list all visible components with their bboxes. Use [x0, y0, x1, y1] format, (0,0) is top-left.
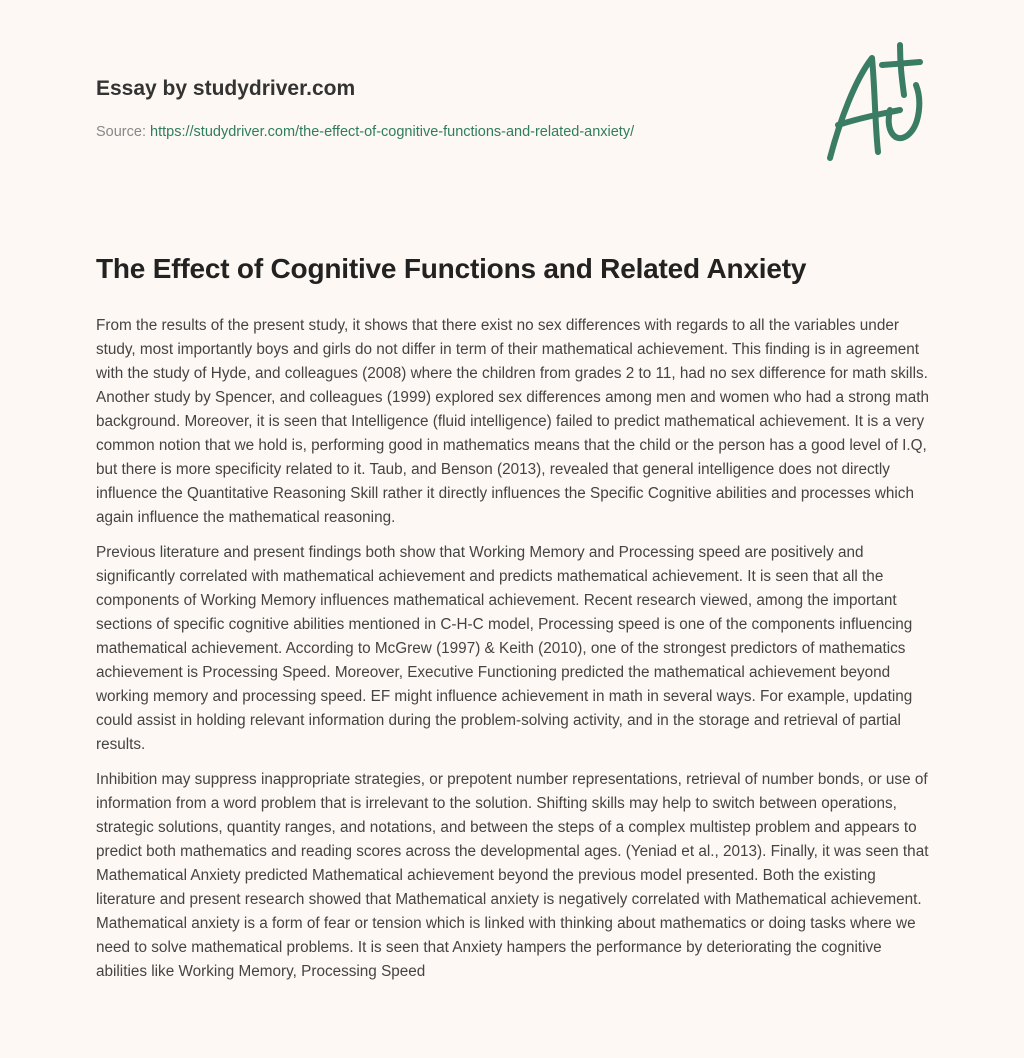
source-link[interactable]: https://studydriver.com/the-effect-of-cognitive-functions-and-related-anxiety/	[150, 124, 635, 140]
article-title: The Effect of Cognitive Functions and Related Anxiety	[96, 253, 807, 284]
paragraph: Inhibition may suppress inappropriate strategies, or prepotent number representations, retrieval of number bonds, or use of information from a word problem that is irrelevant to the solution. Shifting skills may help to switch between operations, strategic solutions, quantity ranges, and notations, and between the steps of a complex multistep problem and appears to predict both mathematics and reading scores across the developmental ages. (Yeniad et al., 2013). Finally, it was seen that Mathematical Anxiety predicted Mathematical achievement beyond the previous model presented. Both the existing literature and present research showed that Mathematical anxiety is negatively correlated with Mathematical achievement. Mathematical anxiety is a form of fear or tension which is linked with thinking about mathematics or doing tasks where we need to solve mathematical problems. It is seen that Anxiety hampers the performance by deteriorating the cognitive abilities like Working Memory, Processing Speed	[96, 771, 929, 980]
site-brand: Essay by studydriver.com	[96, 77, 356, 100]
article-body	[96, 314, 932, 995]
source-label: Source:	[96, 124, 146, 140]
a-plus-logo-icon	[820, 40, 930, 165]
source-line	[96, 124, 634, 140]
paragraph: From the results of the present study, it shows that there exist no sex differences with regards to all the variables under study, most importantly boys and girls do not differ in term of their mathematical achievement. This finding is in agreement with the study of Hyde, and colleagues (2008) where the children from grades 2 to 11, had no sex difference for math skills. Another study by Spencer, and colleagues (1999) explored sex differences among men and women who had a strong math background. Moreover, it is seen that Intelligence (fluid intelligence) failed to predict mathematical achievement. It is a very common notion that we hold is, performing good in mathematics means that the child or the person has a good level of I.Q, but there is more specificity related to it. Taub, and Benson (2013), revealed that general intelligence does not directly influence the Quantitative Reasoning Skill rather it directly influences the Specific Cognitive abilities and processes which again influence the mathematical reasoning.	[96, 317, 930, 526]
paragraph: Previous literature and present findings both show that Working Memory and Processing speed are positively and significantly correlated with mathematical achievement and predicts mathematical achievement. It is seen that all the components of Working Memory influences mathematical achievement. Recent research viewed, among the important sections of specific cognitive abilities mentioned in C-H-C model, Processing speed is one of the components influencing mathematical achievement. According to McGrew (1997) & Keith (2010), one of the strongest predictors of mathematics achievement is Processing Speed. Moreover, Executive Functioning predicted the mathematical achievement beyond working memory and processing speed. EF might influence achievement in math in several ways. For example, updating could assist in holding relevant information during the problem-solving activity, and in the storage and retrieval of partial results.	[96, 544, 913, 753]
